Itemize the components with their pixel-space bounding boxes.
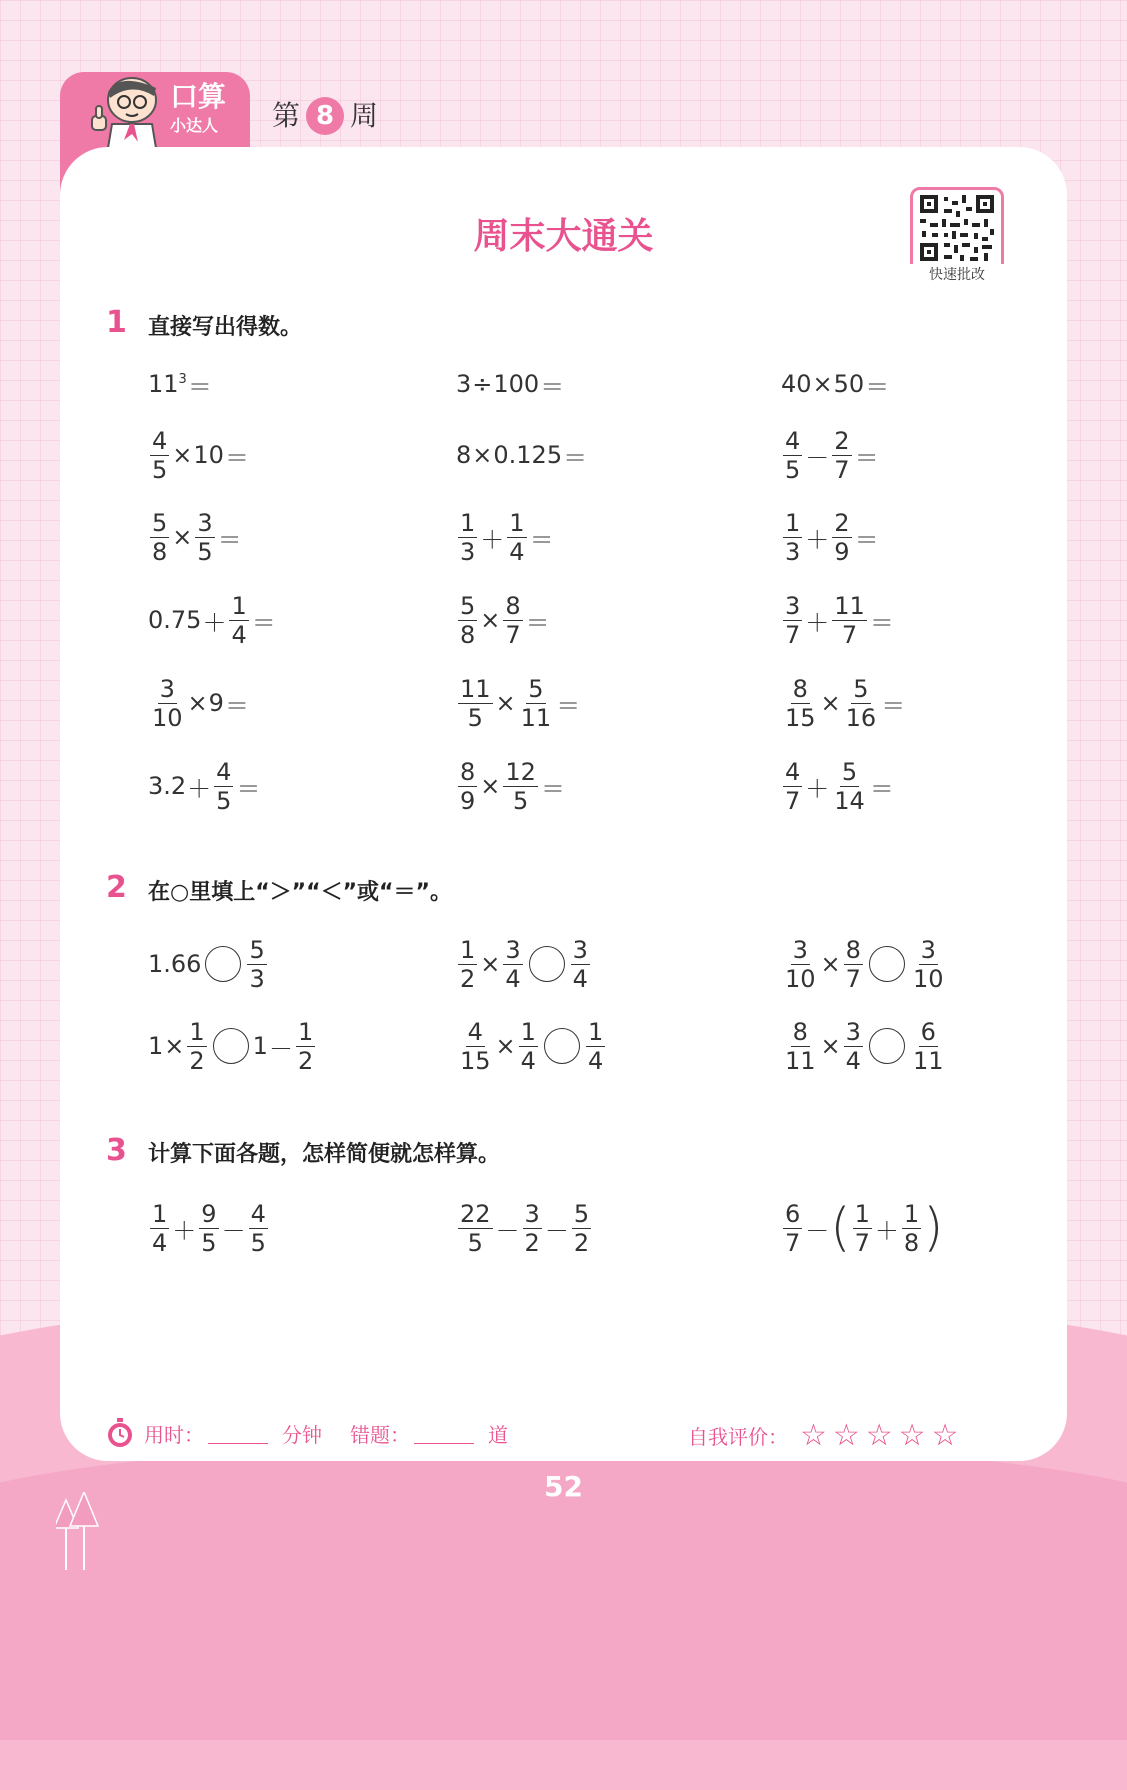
operator: × bbox=[480, 606, 501, 634]
number: 0.125 bbox=[493, 441, 563, 469]
brand-title: 口算 bbox=[170, 80, 227, 113]
numerator: 3 bbox=[159, 674, 175, 703]
numerator: 4 bbox=[250, 1199, 266, 1228]
operator: ＋ bbox=[805, 774, 830, 803]
problem-3-1 bbox=[148, 505, 243, 569]
operator: ＝ bbox=[529, 525, 554, 554]
problem-3-3 bbox=[781, 505, 880, 569]
operator: ＝ bbox=[540, 774, 565, 803]
numerator: 4 bbox=[785, 426, 801, 455]
operator: ＝ bbox=[525, 608, 550, 637]
denominator: 7 bbox=[785, 1228, 801, 1257]
numerator: 1 bbox=[509, 508, 525, 537]
fraction bbox=[832, 427, 851, 484]
operator: ＋ bbox=[202, 608, 227, 637]
fraction bbox=[458, 1018, 493, 1075]
fraction bbox=[783, 1018, 818, 1075]
fraction bbox=[150, 427, 169, 484]
problem-1-3 bbox=[781, 932, 947, 996]
fraction bbox=[783, 758, 802, 815]
numerator: 11 bbox=[834, 591, 865, 620]
fraction bbox=[458, 936, 477, 993]
operator: － bbox=[495, 1216, 520, 1245]
brand-subtitle: 小达人 bbox=[170, 116, 219, 135]
denominator: 4 bbox=[520, 1046, 536, 1075]
denominator: 5 bbox=[201, 1228, 217, 1257]
problem-1-1 bbox=[148, 1196, 270, 1260]
problem-2-1 bbox=[148, 1014, 317, 1078]
number: 1 bbox=[148, 1032, 164, 1060]
fraction bbox=[832, 509, 851, 566]
denominator: 7 bbox=[854, 1228, 870, 1257]
numerator: 1 bbox=[520, 1017, 536, 1046]
fraction bbox=[572, 1200, 591, 1257]
operator: ＋ bbox=[172, 1216, 197, 1245]
denominator: 4 bbox=[505, 964, 521, 993]
fraction bbox=[844, 675, 879, 732]
fraction bbox=[187, 1018, 206, 1075]
numerator: 3 bbox=[920, 935, 936, 964]
operator: ＝ bbox=[881, 691, 906, 720]
problem-1-3 bbox=[781, 352, 890, 416]
denominator: 7 bbox=[785, 620, 801, 649]
denominator: 9 bbox=[460, 786, 476, 815]
fraction bbox=[296, 1018, 315, 1075]
week-number-badge: 8 bbox=[306, 97, 344, 135]
denominator: 11 bbox=[520, 703, 552, 732]
numerator: 1 bbox=[587, 1017, 604, 1046]
operator: ＝ bbox=[869, 774, 894, 803]
problem-5-1 bbox=[148, 671, 250, 735]
operator: × bbox=[172, 523, 193, 551]
operator: × bbox=[472, 441, 493, 469]
time-unit: 分钟 bbox=[282, 1422, 322, 1447]
time-input[interactable] bbox=[208, 1423, 268, 1444]
numerator: 3 bbox=[792, 935, 808, 964]
numerator: 8 bbox=[845, 935, 861, 964]
numerator: 5 bbox=[841, 757, 858, 786]
denominator: 4 bbox=[152, 1228, 168, 1257]
fraction bbox=[229, 592, 248, 649]
footer-left bbox=[106, 1418, 508, 1448]
numerator: 8 bbox=[505, 591, 521, 620]
operator: － bbox=[805, 443, 830, 472]
section-3-number: 3 bbox=[106, 1133, 127, 1168]
fraction bbox=[911, 1018, 946, 1075]
comparison-circle[interactable] bbox=[213, 1028, 249, 1064]
numerator: 3 bbox=[197, 508, 213, 537]
denominator: 2 bbox=[297, 1046, 314, 1075]
problem-3-2 bbox=[456, 505, 555, 569]
problem-5-3 bbox=[781, 671, 906, 735]
fraction bbox=[783, 936, 818, 993]
section-1-number: 1 bbox=[106, 305, 127, 340]
numerator: 5 bbox=[460, 591, 476, 620]
denominator: 2 bbox=[189, 1046, 205, 1075]
comparison-circle[interactable] bbox=[205, 946, 241, 982]
fraction bbox=[783, 592, 802, 649]
numerator: 8 bbox=[460, 757, 476, 786]
denominator: 5 bbox=[785, 455, 801, 484]
section-2-instruction: 在○里填上“＞”“＜”或“＝”。 bbox=[148, 880, 452, 905]
fraction bbox=[458, 1200, 493, 1257]
comparison-circle[interactable] bbox=[544, 1028, 580, 1064]
number: 0.75 bbox=[148, 606, 202, 634]
parenthesis: ) bbox=[923, 1198, 944, 1258]
operator: ＝ bbox=[556, 691, 581, 720]
section-2-number: 2 bbox=[106, 870, 127, 905]
fraction bbox=[844, 1018, 863, 1075]
fraction bbox=[214, 758, 233, 815]
denominator: 9 bbox=[834, 537, 850, 566]
problem-1-1 bbox=[148, 932, 269, 996]
denominator: 8 bbox=[152, 537, 168, 566]
number: 50 bbox=[833, 370, 865, 398]
number: $11^3$ bbox=[148, 370, 187, 398]
numerator: 12 bbox=[505, 757, 536, 786]
denominator: 4 bbox=[572, 964, 588, 993]
denominator: 3 bbox=[785, 537, 801, 566]
numerator: 3 bbox=[505, 935, 521, 964]
fraction bbox=[571, 936, 590, 993]
denominator: 10 bbox=[152, 703, 183, 732]
operator: ＋ bbox=[805, 608, 830, 637]
denominator: 5 bbox=[152, 455, 168, 484]
numerator: 4 bbox=[467, 1017, 483, 1046]
operator: ＝ bbox=[187, 372, 212, 401]
tree-icon bbox=[56, 1492, 100, 1570]
problem-6-1 bbox=[148, 754, 261, 818]
numerator: 5 bbox=[249, 935, 265, 964]
problem-2-3 bbox=[781, 423, 880, 487]
number: 3 bbox=[456, 370, 472, 398]
denominator: 7 bbox=[845, 964, 861, 993]
fraction bbox=[586, 1018, 605, 1075]
fraction bbox=[783, 509, 802, 566]
fraction bbox=[902, 1200, 921, 1257]
fraction bbox=[507, 509, 526, 566]
numerator: 6 bbox=[785, 1199, 801, 1228]
denominator: 4 bbox=[509, 537, 525, 566]
operator: ÷ bbox=[472, 370, 493, 398]
self-eval-label: 自我评价： bbox=[688, 1425, 788, 1449]
numerator: 2 bbox=[834, 426, 850, 455]
numerator: 1 bbox=[903, 1199, 920, 1228]
numerator: 1 bbox=[231, 591, 247, 620]
comparison-circle[interactable] bbox=[529, 946, 565, 982]
errors-input[interactable] bbox=[414, 1423, 474, 1444]
problem-2-3 bbox=[781, 1014, 947, 1078]
operator: × bbox=[495, 1032, 516, 1060]
operator: × bbox=[820, 689, 841, 717]
operator: × bbox=[164, 1032, 185, 1060]
fraction bbox=[853, 1200, 872, 1257]
problem-1-2 bbox=[456, 352, 565, 416]
time-label: 用时： bbox=[144, 1422, 204, 1447]
denominator: 7 bbox=[785, 786, 801, 815]
denominator: 7 bbox=[505, 620, 521, 649]
fraction bbox=[844, 936, 863, 993]
denominator: 3 bbox=[460, 537, 476, 566]
operator: × bbox=[495, 689, 516, 717]
numerator: 8 bbox=[792, 674, 808, 703]
problem-4-1 bbox=[148, 588, 277, 652]
fraction bbox=[199, 1200, 218, 1257]
numerator: 1 bbox=[785, 508, 801, 537]
problem-5-2 bbox=[456, 671, 581, 735]
operator: ＝ bbox=[251, 608, 276, 637]
fraction bbox=[519, 675, 554, 732]
operator: × bbox=[480, 950, 501, 978]
operator: ＋ bbox=[187, 774, 212, 803]
numerator: 3 bbox=[845, 1017, 861, 1046]
numerator: 6 bbox=[920, 1017, 936, 1046]
number: 1 bbox=[252, 1032, 268, 1060]
fraction bbox=[832, 758, 867, 815]
numerator: 22 bbox=[460, 1199, 491, 1228]
numerator: 1 bbox=[152, 1199, 168, 1228]
operator: ＋ bbox=[480, 525, 505, 554]
errors-unit: 道 bbox=[488, 1422, 508, 1447]
rating-stars[interactable]: ☆☆☆☆☆ bbox=[800, 1418, 965, 1453]
problem-2-2 bbox=[456, 1014, 607, 1078]
operator: ＝ bbox=[854, 525, 879, 554]
operator: － bbox=[544, 1216, 569, 1245]
fraction bbox=[458, 592, 477, 649]
week-prefix: 第 bbox=[272, 99, 301, 132]
fraction bbox=[503, 592, 522, 649]
operator: ＝ bbox=[865, 372, 890, 401]
operator: － bbox=[268, 1034, 293, 1063]
section-3-instruction: 计算下面各题，怎样简便就怎样算。 bbox=[148, 1142, 501, 1167]
footer-right bbox=[688, 1418, 964, 1453]
numerator: 5 bbox=[573, 1199, 590, 1228]
problem-2-1 bbox=[148, 423, 250, 487]
fraction bbox=[150, 675, 185, 732]
operator: ＝ bbox=[217, 525, 242, 554]
operator: ＋ bbox=[874, 1216, 899, 1245]
fraction bbox=[783, 427, 802, 484]
denominator: 3 bbox=[249, 964, 265, 993]
numerator: 3 bbox=[572, 935, 588, 964]
problem-6-2 bbox=[456, 754, 566, 818]
numerator: 1 bbox=[854, 1199, 870, 1228]
denominator: 7 bbox=[834, 455, 850, 484]
operator: ＝ bbox=[224, 691, 249, 720]
week-indicator bbox=[272, 96, 378, 136]
page-number: 52 bbox=[544, 1470, 583, 1503]
numerator: 1 bbox=[189, 1017, 205, 1046]
denominator: 15 bbox=[785, 703, 816, 732]
problem-6-3 bbox=[781, 754, 895, 818]
fraction bbox=[150, 1200, 169, 1257]
number: 3.2 bbox=[148, 772, 187, 800]
numerator: 5 bbox=[528, 674, 544, 703]
denominator: 5 bbox=[216, 786, 232, 815]
fraction bbox=[150, 509, 169, 566]
problem-4-3 bbox=[781, 588, 895, 652]
denominator: 15 bbox=[460, 1046, 491, 1075]
denominator: 5 bbox=[467, 1228, 483, 1257]
numerator: 3 bbox=[785, 591, 801, 620]
problem-4-2 bbox=[456, 588, 551, 652]
fraction bbox=[519, 1018, 538, 1075]
fraction bbox=[503, 936, 522, 993]
denominator: 5 bbox=[513, 786, 529, 815]
qr-label: 快速批改 bbox=[910, 264, 1004, 284]
problem-1-3 bbox=[781, 1196, 943, 1260]
operator: － bbox=[805, 1216, 830, 1245]
denominator: 4 bbox=[231, 620, 247, 649]
page-title: 周末大通关 bbox=[473, 216, 654, 257]
numerator: 4 bbox=[785, 757, 801, 786]
denominator: 5 bbox=[250, 1228, 266, 1257]
week-suffix: 周 bbox=[350, 99, 379, 132]
problem-2-2 bbox=[456, 423, 588, 487]
number: 40 bbox=[781, 370, 812, 398]
numerator: 4 bbox=[216, 757, 232, 786]
numerator: 1 bbox=[460, 508, 476, 537]
fraction bbox=[458, 675, 493, 732]
fraction bbox=[249, 1200, 268, 1257]
denominator: 14 bbox=[834, 786, 865, 815]
number: 10 bbox=[193, 441, 224, 469]
numerator: 1 bbox=[460, 935, 476, 964]
operator: ＋ bbox=[805, 525, 830, 554]
stopwatch-icon bbox=[106, 1418, 134, 1448]
denominator: 16 bbox=[845, 703, 877, 732]
number: 1.66 bbox=[148, 950, 202, 978]
operator: ＝ bbox=[236, 774, 261, 803]
mascot-icon bbox=[80, 72, 170, 148]
denominator: 10 bbox=[912, 964, 944, 993]
numerator: 11 bbox=[460, 674, 491, 703]
denominator: 4 bbox=[587, 1046, 604, 1075]
numerator: 3 bbox=[524, 1199, 540, 1228]
number: 8 bbox=[456, 441, 472, 469]
numerator: 8 bbox=[792, 1017, 808, 1046]
section-1-instruction: 直接写出得数。 bbox=[148, 315, 303, 340]
denominator: 11 bbox=[912, 1046, 944, 1075]
parenthesis: ( bbox=[830, 1198, 851, 1258]
operator: × bbox=[172, 441, 193, 469]
problem-1-1 bbox=[148, 352, 213, 416]
fraction bbox=[458, 509, 477, 566]
operator: － bbox=[221, 1216, 246, 1245]
errors-label: 错题： bbox=[350, 1422, 410, 1447]
comparison-circle[interactable] bbox=[869, 1028, 905, 1064]
denominator: 11 bbox=[785, 1046, 816, 1075]
fraction bbox=[832, 592, 867, 649]
denominator: 4 bbox=[845, 1046, 861, 1075]
operator: ＝ bbox=[563, 443, 588, 472]
problem-1-2 bbox=[456, 1196, 593, 1260]
fraction bbox=[503, 758, 538, 815]
denominator: 2 bbox=[573, 1228, 590, 1257]
denominator: 2 bbox=[460, 964, 476, 993]
denominator: 7 bbox=[841, 620, 858, 649]
number: 9 bbox=[208, 689, 224, 717]
numerator: 5 bbox=[152, 508, 168, 537]
operator: ＝ bbox=[224, 443, 249, 472]
fraction bbox=[783, 675, 818, 732]
denominator: 8 bbox=[460, 620, 476, 649]
denominator: 5 bbox=[467, 703, 483, 732]
operator: × bbox=[480, 772, 501, 800]
operator: × bbox=[820, 950, 841, 978]
numerator: 5 bbox=[853, 674, 869, 703]
denominator: 2 bbox=[524, 1228, 540, 1257]
numerator: 2 bbox=[834, 508, 850, 537]
fraction bbox=[458, 758, 477, 815]
numerator: 1 bbox=[297, 1017, 314, 1046]
number: 100 bbox=[493, 370, 540, 398]
fraction bbox=[523, 1200, 542, 1257]
denominator: 10 bbox=[785, 964, 816, 993]
operator: ＝ bbox=[869, 608, 894, 637]
fraction bbox=[911, 936, 946, 993]
fraction bbox=[247, 936, 266, 993]
operator: ＝ bbox=[540, 372, 565, 401]
numerator: 4 bbox=[152, 426, 168, 455]
operator: × bbox=[812, 370, 833, 398]
operator: × bbox=[820, 1032, 841, 1060]
denominator: 8 bbox=[903, 1228, 920, 1257]
operator: × bbox=[187, 689, 208, 717]
comparison-circle[interactable] bbox=[869, 946, 905, 982]
denominator: 5 bbox=[197, 537, 213, 566]
operator: ＝ bbox=[854, 443, 879, 472]
problem-1-2 bbox=[456, 932, 592, 996]
fraction bbox=[783, 1200, 802, 1257]
fraction bbox=[195, 509, 214, 566]
numerator: 9 bbox=[201, 1199, 217, 1228]
